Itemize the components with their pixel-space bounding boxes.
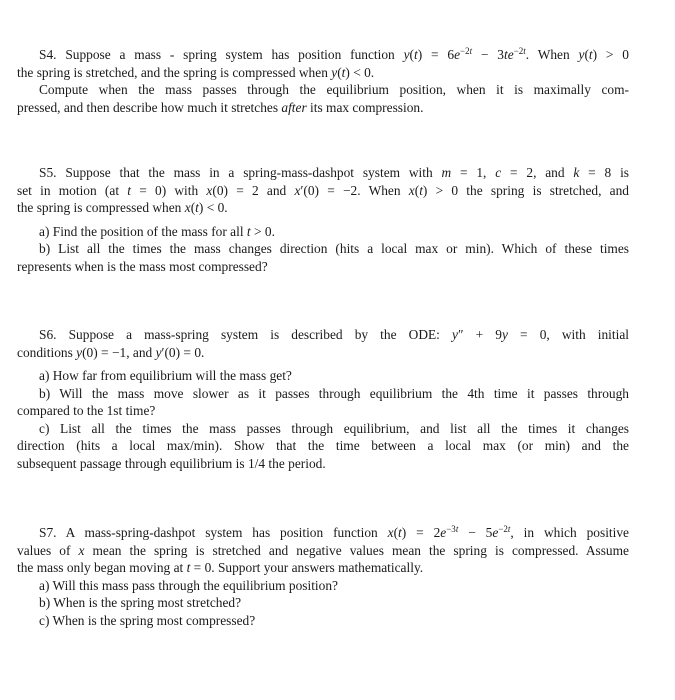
s4-line-3: Compute when the mass passes through the equilibrium position, when it is maximally com- [39,82,629,97]
s7-line-3: the mass only began moving at t = 0. Support your answers mathematically. [17,560,424,575]
s5-part-b-cont: represents when is the mass most compressed? [17,258,268,274]
s6-line-1: S6. Suppose a mass-spring system is described by the ODE: y″ + 9y = 0, with initial [39,327,629,342]
s6-part-c-cont-2: subsequent passage through equilibrium is 1/4 the period. [17,455,326,471]
s4-line-1: S4. Suppose a mass - spring system has position function $y(t) = 6e^{-2t} - 3te^{-2t}$. When y(t) > 0 [39,46,629,62]
s7-line-2: values of x mean the spring is stretched and negative values mean the spring is compressed. Assume [17,542,629,558]
problem-s6 [17,326,629,472]
problem-s4 [17,46,629,116]
s6-part-b: b) Will the mass move slower as it passes through equilibrium the 4th time it passes through [39,385,629,401]
s5-part-a: a) Find the position of the mass for all t > 0. [39,223,275,239]
s4-line-4: pressed, and then describe how much it stretches after its max compression. [17,99,424,115]
s7-part-a: a) Will this mass pass through the equilibrium position? [39,577,338,593]
s5-part-b: b) List all the times the mass changes direction (hits a local max or min). Which of these times [39,241,629,256]
s5-line-1: S5. Suppose that the mass in a spring-mass-dashpot system with m = 1, c = 2, and k = 8 is [39,165,629,180]
s7-part-b: b) When is the spring most stretched? [39,595,242,610]
problem-s5 [17,164,629,275]
s6-part-a: a) How far from equilibrium will the mass get? [39,368,292,383]
s6-part-c-cont-1: direction (hits a local max/min). Show that the time between a local max (or min) and the [17,438,629,453]
s7-part-c: c) When is the spring most compressed? [39,612,256,628]
problem-s7 [17,524,629,629]
s4-line-2: the spring is stretched, and the spring is compressed when y(t) < 0. [17,64,375,80]
s5-line-3: the spring is compressed when x(t) < 0. [17,200,228,215]
s6-line-2: conditions y(0) = −1, and y′(0) = 0. [17,344,205,360]
s7-line-1: S7. A mass-spring-dashpot system has position function $x(t) = 2e^{-3t} - 5e^{-2t}$, in which positive [39,524,629,540]
s5-line-2: set in motion (at t = 0) with x(0) = 2 and x′(0) = −2. When x(t) > 0 the spring is stretched, and [17,182,629,198]
s6-part-c: c) List all the times the mass passes through equilibrium, and list all the times it changes [39,420,629,436]
s6-part-b-cont: compared to the 1st time? [17,403,156,418]
